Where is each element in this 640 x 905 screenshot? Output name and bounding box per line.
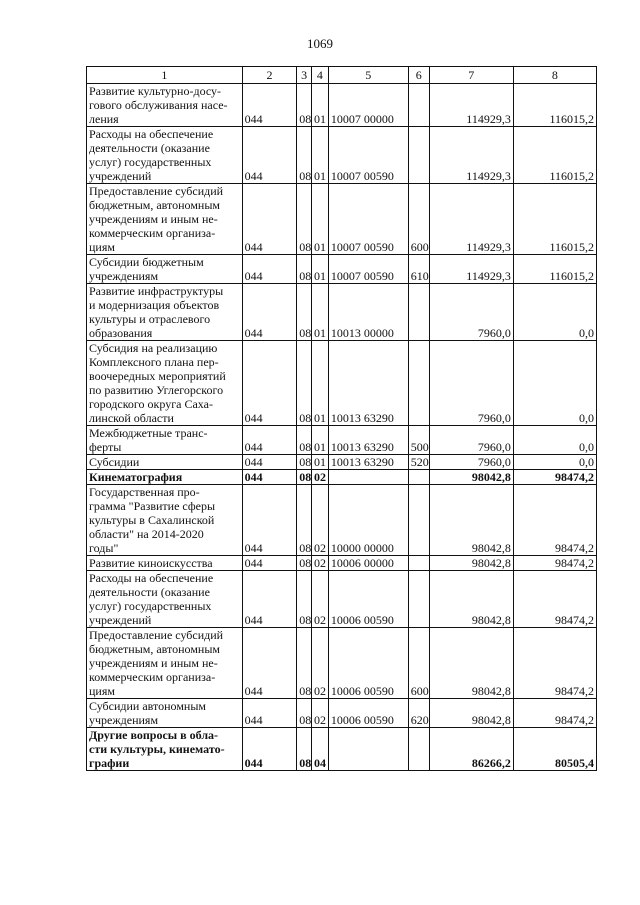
ministry-code-cell: 044 bbox=[242, 470, 297, 485]
amount-year1-cell: 86266,2 bbox=[429, 728, 513, 771]
column-header: 5 bbox=[328, 67, 408, 84]
section-code-cell: 08 bbox=[297, 426, 312, 455]
row-name-cell: Другие вопросы в обла- сти культуры, кинемато- графии bbox=[87, 728, 243, 771]
row-name-cell: Расходы на обеспечение деятельности (оказание услуг) государственных учреждений bbox=[87, 127, 243, 184]
amount-year1-cell: 98042,8 bbox=[429, 470, 513, 485]
amount-year2-cell: 98474,2 bbox=[513, 699, 596, 728]
amount-year2-cell: 98474,2 bbox=[513, 571, 596, 628]
subsection-code-cell: 02 bbox=[312, 485, 329, 556]
budget-table bbox=[86, 66, 597, 771]
ministry-code-cell: 044 bbox=[242, 255, 297, 284]
table-row bbox=[87, 455, 597, 470]
column-header: 3 bbox=[297, 67, 312, 84]
amount-year2-cell: 98474,2 bbox=[513, 628, 596, 699]
subsection-code-cell: 01 bbox=[312, 184, 329, 255]
section-code-cell: 08 bbox=[297, 127, 312, 184]
amount-year2-cell: 98474,2 bbox=[513, 556, 596, 571]
table-row bbox=[87, 628, 597, 699]
target-article-cell bbox=[328, 728, 408, 771]
amount-year1-cell: 98042,8 bbox=[429, 485, 513, 556]
ministry-code-cell: 044 bbox=[242, 341, 297, 426]
row-name-cell: Предоставление субсидий бюджетным, автономным учреждениям и иным не- коммерческим организа- циям bbox=[87, 628, 243, 699]
amount-year2-cell: 98474,2 bbox=[513, 470, 596, 485]
table-row bbox=[87, 127, 597, 184]
table-row bbox=[87, 699, 597, 728]
page-number: 1069 bbox=[307, 36, 333, 51]
table-body bbox=[87, 84, 597, 771]
expense-type-cell: 520 bbox=[408, 455, 429, 470]
amount-year2-cell: 0,0 bbox=[513, 455, 596, 470]
row-name-cell: Субсидия на реализацию Комплексного плана пер- воочередных мероприятий по развитию Углегорского городского округа Саха- линской области bbox=[87, 341, 243, 426]
section-code-cell: 08 bbox=[297, 485, 312, 556]
ministry-code-cell: 044 bbox=[242, 699, 297, 728]
row-name-cell: Расходы на обеспечение деятельности (оказание услуг) государственных учреждений bbox=[87, 571, 243, 628]
expense-type-cell bbox=[408, 485, 429, 556]
subsection-code-cell: 01 bbox=[312, 284, 329, 341]
section-code-cell: 08 bbox=[297, 184, 312, 255]
table-row bbox=[87, 571, 597, 628]
amount-year1-cell: 7960,0 bbox=[429, 455, 513, 470]
amount-year2-cell: 80505,4 bbox=[513, 728, 596, 771]
amount-year1-cell: 114929,3 bbox=[429, 84, 513, 127]
row-name-cell: Субсидии автономным учреждениям bbox=[87, 699, 243, 728]
target-article-cell: 10013 63290 bbox=[328, 426, 408, 455]
amount-year1-cell: 98042,8 bbox=[429, 571, 513, 628]
target-article-cell: 10006 00590 bbox=[328, 628, 408, 699]
subsection-code-cell: 01 bbox=[312, 127, 329, 184]
table-row bbox=[87, 728, 597, 771]
amount-year2-cell: 116015,2 bbox=[513, 127, 596, 184]
ministry-code-cell: 044 bbox=[242, 556, 297, 571]
table-row bbox=[87, 341, 597, 426]
amount-year2-cell: 0,0 bbox=[513, 284, 596, 341]
row-name-cell: Кинематография bbox=[87, 470, 243, 485]
row-name-cell: Предоставление субсидий бюджетным, автономным учреждениям и иным не- коммерческим организа- циям bbox=[87, 184, 243, 255]
target-article-cell: 10006 00590 bbox=[328, 699, 408, 728]
row-name-cell: Субсидии бюджетным учреждениям bbox=[87, 255, 243, 284]
section-code-cell: 08 bbox=[297, 728, 312, 771]
amount-year1-cell: 98042,8 bbox=[429, 699, 513, 728]
column-header: 1 bbox=[87, 67, 243, 84]
ministry-code-cell: 044 bbox=[242, 184, 297, 255]
column-header: 7 bbox=[429, 67, 513, 84]
subsection-code-cell: 01 bbox=[312, 255, 329, 284]
target-article-cell: 10007 00590 bbox=[328, 127, 408, 184]
expense-type-cell: 620 bbox=[408, 699, 429, 728]
subsection-code-cell: 04 bbox=[312, 728, 329, 771]
row-name-cell: Межбюджетные транс- ферты bbox=[87, 426, 243, 455]
table-row bbox=[87, 284, 597, 341]
target-article-cell: 10007 00590 bbox=[328, 255, 408, 284]
table-row bbox=[87, 556, 597, 571]
ministry-code-cell: 044 bbox=[242, 485, 297, 556]
table-row bbox=[87, 485, 597, 556]
target-article-cell: 10006 00000 bbox=[328, 556, 408, 571]
amount-year1-cell: 7960,0 bbox=[429, 284, 513, 341]
row-name-cell: Развитие инфраструктуры и модернизация объектов культуры и отраслевого образования bbox=[87, 284, 243, 341]
table-row bbox=[87, 184, 597, 255]
amount-year1-cell: 114929,3 bbox=[429, 127, 513, 184]
subsection-code-cell: 02 bbox=[312, 556, 329, 571]
expense-type-cell bbox=[408, 127, 429, 184]
expense-type-cell: 600 bbox=[408, 184, 429, 255]
subsection-code-cell: 02 bbox=[312, 571, 329, 628]
row-name-cell: Развитие киноискусства bbox=[87, 556, 243, 571]
subsection-code-cell: 02 bbox=[312, 470, 329, 485]
expense-type-cell bbox=[408, 556, 429, 571]
column-header: 2 bbox=[242, 67, 297, 84]
expense-type-cell bbox=[408, 571, 429, 628]
section-code-cell: 08 bbox=[297, 628, 312, 699]
section-code-cell: 08 bbox=[297, 699, 312, 728]
expense-type-cell: 610 bbox=[408, 255, 429, 284]
column-header: 6 bbox=[408, 67, 429, 84]
section-code-cell: 08 bbox=[297, 255, 312, 284]
section-code-cell: 08 bbox=[297, 455, 312, 470]
ministry-code-cell: 044 bbox=[242, 628, 297, 699]
subsection-code-cell: 02 bbox=[312, 628, 329, 699]
amount-year1-cell: 7960,0 bbox=[429, 341, 513, 426]
section-code-cell: 08 bbox=[297, 571, 312, 628]
target-article-cell: 10007 00000 bbox=[328, 84, 408, 127]
ministry-code-cell: 044 bbox=[242, 84, 297, 127]
subsection-code-cell: 01 bbox=[312, 341, 329, 426]
expense-type-cell bbox=[408, 84, 429, 127]
expense-type-cell: 500 bbox=[408, 426, 429, 455]
target-article-cell: 10013 00000 bbox=[328, 284, 408, 341]
ministry-code-cell: 044 bbox=[242, 284, 297, 341]
table-row bbox=[87, 426, 597, 455]
target-article-cell bbox=[328, 470, 408, 485]
amount-year2-cell: 116015,2 bbox=[513, 255, 596, 284]
amount-year1-cell: 98042,8 bbox=[429, 628, 513, 699]
amount-year1-cell: 98042,8 bbox=[429, 556, 513, 571]
target-article-cell: 10013 63290 bbox=[328, 455, 408, 470]
ministry-code-cell: 044 bbox=[242, 728, 297, 771]
target-article-cell: 10000 00000 bbox=[328, 485, 408, 556]
expense-type-cell bbox=[408, 341, 429, 426]
section-code-cell: 08 bbox=[297, 84, 312, 127]
section-code-cell: 08 bbox=[297, 556, 312, 571]
amount-year2-cell: 116015,2 bbox=[513, 184, 596, 255]
target-article-cell: 10006 00590 bbox=[328, 571, 408, 628]
column-header: 8 bbox=[513, 67, 596, 84]
expense-type-cell: 600 bbox=[408, 628, 429, 699]
row-name-cell: Развитие культурно-досу- гового обслуживания насе- ления bbox=[87, 84, 243, 127]
amount-year2-cell: 0,0 bbox=[513, 426, 596, 455]
expense-type-cell bbox=[408, 470, 429, 485]
expense-type-cell bbox=[408, 728, 429, 771]
subsection-code-cell: 01 bbox=[312, 455, 329, 470]
column-header: 4 bbox=[312, 67, 329, 84]
amount-year1-cell: 114929,3 bbox=[429, 184, 513, 255]
table-row bbox=[87, 470, 597, 485]
amount-year2-cell: 98474,2 bbox=[513, 485, 596, 556]
row-name-cell: Государственная про- грамма "Развитие сферы культуры в Сахалинской области" на 2014-2020 годы" bbox=[87, 485, 243, 556]
table-row bbox=[87, 255, 597, 284]
amount-year1-cell: 114929,3 bbox=[429, 255, 513, 284]
ministry-code-cell: 044 bbox=[242, 127, 297, 184]
amount-year2-cell: 116015,2 bbox=[513, 84, 596, 127]
amount-year2-cell: 0,0 bbox=[513, 341, 596, 426]
ministry-code-cell: 044 bbox=[242, 455, 297, 470]
section-code-cell: 08 bbox=[297, 470, 312, 485]
row-name-cell: Субсидии bbox=[87, 455, 243, 470]
ministry-code-cell: 044 bbox=[242, 571, 297, 628]
ministry-code-cell: 044 bbox=[242, 426, 297, 455]
expense-type-cell bbox=[408, 284, 429, 341]
section-code-cell: 08 bbox=[297, 341, 312, 426]
target-article-cell: 10013 63290 bbox=[328, 341, 408, 426]
target-article-cell: 10007 00590 bbox=[328, 184, 408, 255]
subsection-code-cell: 01 bbox=[312, 426, 329, 455]
subsection-code-cell: 02 bbox=[312, 699, 329, 728]
section-code-cell: 08 bbox=[297, 284, 312, 341]
amount-year1-cell: 7960,0 bbox=[429, 426, 513, 455]
table-header-row bbox=[87, 67, 597, 84]
subsection-code-cell: 01 bbox=[312, 84, 329, 127]
table-row bbox=[87, 84, 597, 127]
